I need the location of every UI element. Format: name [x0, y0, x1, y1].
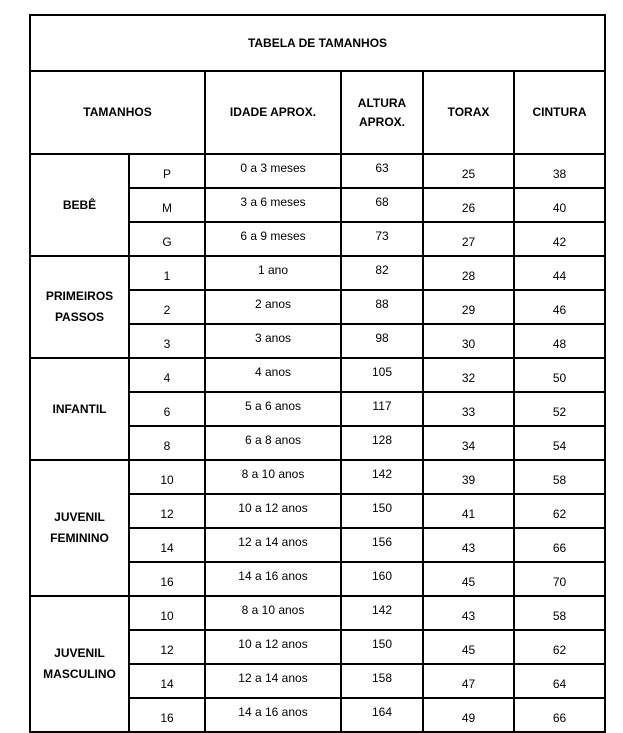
age-cell: 6 a 9 meses [205, 222, 341, 256]
chest-cell: 34 [423, 426, 514, 460]
group-label-line: INFANTIL [52, 401, 107, 416]
group-label-line: MASCULINO [43, 667, 116, 681]
height-cell: 142 [341, 596, 423, 630]
waist-cell: 66 [514, 528, 605, 562]
height-cell: 105 [341, 358, 423, 392]
group-label [30, 256, 129, 358]
chest-cell: 33 [423, 392, 514, 426]
size-cell: P [129, 154, 205, 188]
header-tamanhos: TAMANHOS [30, 71, 205, 154]
chest-cell: 27 [423, 222, 514, 256]
group-label-line: JUVENIL [54, 646, 105, 660]
size-cell: 14 [129, 664, 205, 698]
size-cell: 6 [129, 392, 205, 426]
group-label-line: BEBÊ [62, 197, 97, 212]
group-label [30, 154, 129, 256]
waist-cell: 64 [514, 664, 605, 698]
size-cell: 16 [129, 562, 205, 596]
size-cell: 8 [129, 426, 205, 460]
age-cell: 0 a 3 meses [205, 154, 341, 188]
group-label-line: PRIMEIROS [45, 289, 114, 303]
table-row [30, 596, 605, 630]
size-cell: 3 [129, 324, 205, 358]
group-label [30, 596, 129, 732]
height-cell: 88 [341, 290, 423, 324]
header-altura [341, 71, 423, 154]
height-cell: 82 [341, 256, 423, 290]
size-cell: 2 [129, 290, 205, 324]
size-cell: G [129, 222, 205, 256]
group-label [30, 460, 129, 596]
age-cell: 6 a 8 anos [205, 426, 341, 460]
chest-cell: 25 [423, 154, 514, 188]
chest-cell: 28 [423, 256, 514, 290]
waist-cell: 50 [514, 358, 605, 392]
age-cell: 5 a 6 anos [205, 392, 341, 426]
waist-cell: 42 [514, 222, 605, 256]
header-altura-line1: ALTURA [357, 95, 407, 110]
size-cell: 10 [129, 460, 205, 494]
size-table-body [30, 154, 605, 732]
size-cell: 1 [129, 256, 205, 290]
header-altura-line2: APROX. [358, 114, 405, 129]
height-cell: 63 [341, 154, 423, 188]
waist-cell: 40 [514, 188, 605, 222]
height-cell: 160 [341, 562, 423, 596]
chest-cell: 29 [423, 290, 514, 324]
age-cell: 2 anos [205, 290, 341, 324]
height-cell: 158 [341, 664, 423, 698]
height-cell: 164 [341, 698, 423, 732]
size-cell: M [129, 188, 205, 222]
waist-cell: 38 [514, 154, 605, 188]
size-table-sheet [29, 14, 604, 733]
size-cell: 14 [129, 528, 205, 562]
group-label [30, 358, 129, 460]
age-cell: 10 a 12 anos [205, 630, 341, 664]
waist-cell: 58 [514, 460, 605, 494]
header-cintura: CINTURA [514, 71, 605, 154]
size-cell: 10 [129, 596, 205, 630]
header-row [30, 71, 605, 154]
waist-cell: 70 [514, 562, 605, 596]
table-row [30, 358, 605, 392]
age-cell: 3 a 6 meses [205, 188, 341, 222]
age-cell: 4 anos [205, 358, 341, 392]
chest-cell: 43 [423, 596, 514, 630]
age-cell: 3 anos [205, 324, 341, 358]
size-cell: 4 [129, 358, 205, 392]
table-title: TABELA DE TAMANHOS [30, 15, 605, 71]
age-cell: 8 a 10 anos [205, 460, 341, 494]
size-cell: 12 [129, 630, 205, 664]
height-cell: 73 [341, 222, 423, 256]
waist-cell: 48 [514, 324, 605, 358]
waist-cell: 52 [514, 392, 605, 426]
age-cell: 1 ano [205, 256, 341, 290]
group-label-line: PASSOS [54, 310, 105, 324]
age-cell: 14 a 16 anos [205, 698, 341, 732]
size-table [29, 14, 606, 733]
size-cell: 16 [129, 698, 205, 732]
group-label-line: JUVENIL [54, 510, 105, 524]
chest-cell: 47 [423, 664, 514, 698]
header-torax: TORAX [423, 71, 514, 154]
waist-cell: 62 [514, 630, 605, 664]
chest-cell: 26 [423, 188, 514, 222]
table-row [30, 154, 605, 188]
title-row [30, 15, 605, 71]
table-row [30, 256, 605, 290]
chest-cell: 30 [423, 324, 514, 358]
height-cell: 150 [341, 630, 423, 664]
group-label-line: FEMININO [50, 531, 109, 545]
age-cell: 12 a 14 anos [205, 528, 341, 562]
age-cell: 12 a 14 anos [205, 664, 341, 698]
waist-cell: 62 [514, 494, 605, 528]
size-cell: 12 [129, 494, 205, 528]
waist-cell: 58 [514, 596, 605, 630]
chest-cell: 45 [423, 562, 514, 596]
chest-cell: 49 [423, 698, 514, 732]
height-cell: 150 [341, 494, 423, 528]
chest-cell: 41 [423, 494, 514, 528]
waist-cell: 66 [514, 698, 605, 732]
waist-cell: 44 [514, 256, 605, 290]
chest-cell: 45 [423, 630, 514, 664]
height-cell: 128 [341, 426, 423, 460]
height-cell: 142 [341, 460, 423, 494]
header-idade: IDADE APROX. [205, 71, 341, 154]
waist-cell: 46 [514, 290, 605, 324]
age-cell: 10 a 12 anos [205, 494, 341, 528]
age-cell: 8 a 10 anos [205, 596, 341, 630]
table-row [30, 460, 605, 494]
waist-cell: 54 [514, 426, 605, 460]
age-cell: 14 a 16 anos [205, 562, 341, 596]
height-cell: 68 [341, 188, 423, 222]
height-cell: 156 [341, 528, 423, 562]
chest-cell: 39 [423, 460, 514, 494]
height-cell: 98 [341, 324, 423, 358]
chest-cell: 43 [423, 528, 514, 562]
height-cell: 117 [341, 392, 423, 426]
chest-cell: 32 [423, 358, 514, 392]
